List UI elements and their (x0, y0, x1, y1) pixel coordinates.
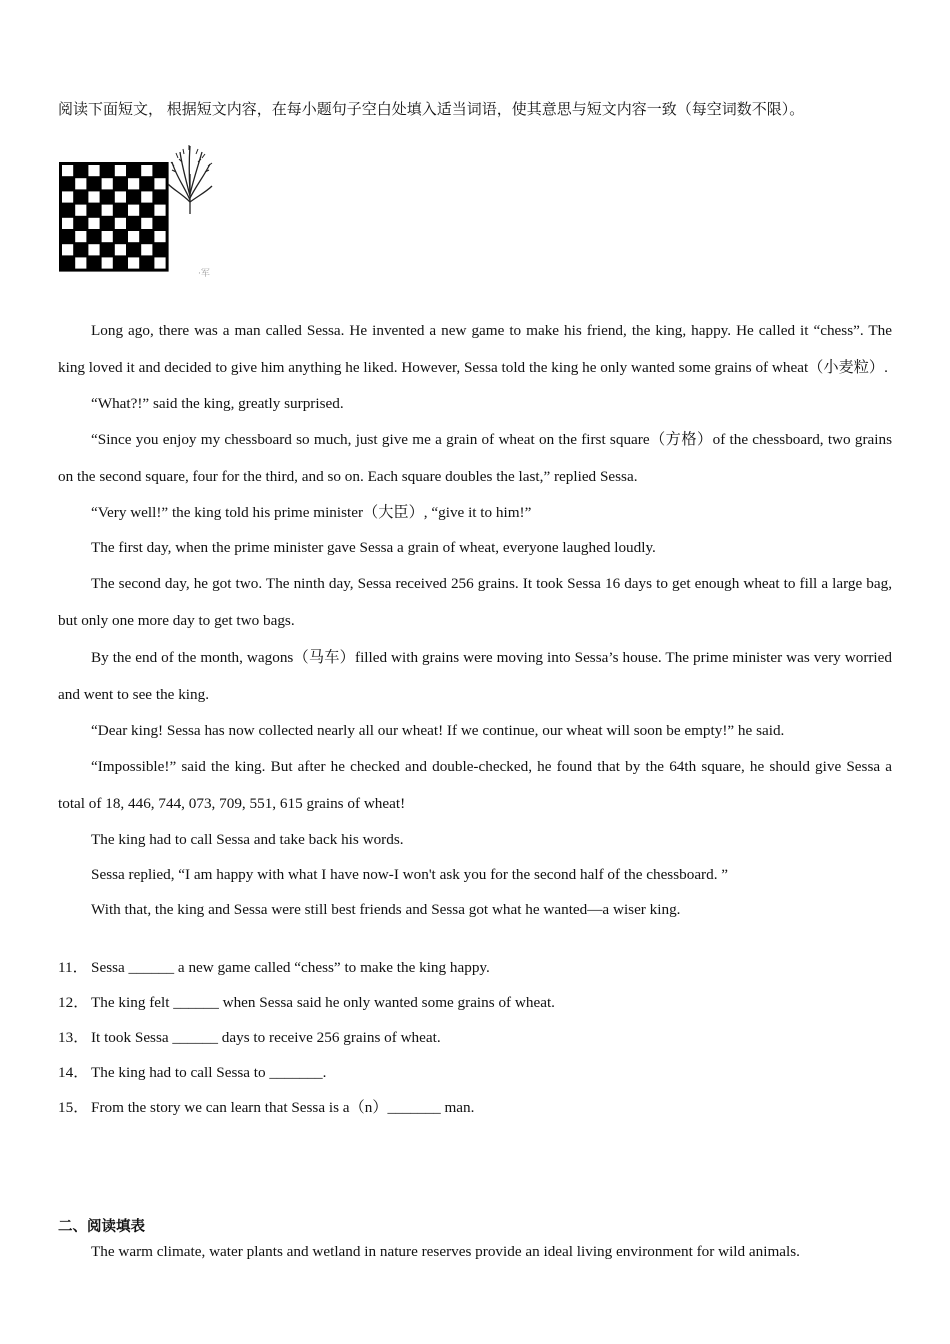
chessboard-square (75, 205, 86, 216)
chessboard-square (141, 165, 152, 176)
wheat-icon (168, 145, 212, 214)
question-item (58, 1055, 892, 1090)
question-text: From the story we can learn that Sessa is a（n）_______ man. (91, 1099, 475, 1116)
figure-svg (58, 140, 218, 282)
chessboard-square (154, 205, 165, 216)
chessboard-square (128, 257, 139, 268)
reading-passage (58, 312, 892, 927)
chessboard-square (102, 231, 113, 242)
chessboard-square (88, 244, 99, 255)
chessboard-square (88, 191, 99, 202)
chessboard-square (115, 165, 126, 176)
passage-paragraph: Long ago, there was a man called Sessa. He invented a new game to make his friend, the king, happy. He called it “chess”. The king loved it and decided to give him anything he liked. However, Sessa told the king he only wanted some grains of wheat（小麦粒）. (58, 322, 892, 376)
chessboard-square (115, 191, 126, 202)
question-item (58, 950, 892, 985)
passage-paragraph: “Dear king! Sessa has now collected nearly all our wheat! If we continue, our wheat will soon be empty!” he said. (91, 722, 785, 739)
chessboard-square (102, 178, 113, 189)
question-text: The king felt ______ when Sessa said he only wanted some grains of wheat. (91, 994, 555, 1011)
chessboard-square (115, 218, 126, 229)
chessboard-square (141, 191, 152, 202)
chessboard-square (128, 231, 139, 242)
question-text: It took Sessa ______ days to receive 256 grains of wheat. (91, 1029, 441, 1046)
passage-paragraph: “What?!” said the king, greatly surprised. (91, 395, 344, 412)
chessboard-square (75, 231, 86, 242)
chessboard-square (115, 244, 126, 255)
question-item (58, 1090, 892, 1125)
chessboard-square (102, 205, 113, 216)
section-intro-text: The warm climate, water plants and wetland in nature reserves provide an ideal living environment for wild animals. (91, 1243, 800, 1260)
chessboard-icon (59, 162, 169, 272)
passage-paragraph: “Very well!” the king told his prime minister（大臣）, “give it to him!” (91, 504, 532, 521)
question-text: Sessa ______ a new game called “chess” to make the king happy. (91, 959, 490, 976)
passage-paragraph: Sessa replied, “I am happy with what I have now-I won't ask you for the second half of the chessboard. ” (91, 866, 729, 883)
passage-paragraph: The king had to call Sessa and take back his words. (91, 831, 404, 848)
chessboard-square (88, 218, 99, 229)
chessboard-square (62, 244, 73, 255)
chessboard-square (154, 231, 165, 242)
chessboard-square (141, 218, 152, 229)
passage-paragraph: “Since you enjoy my chessboard so much, just give me a grain of wheat on the first square（方格）of the chessboard, two grains on the second square, four for the third, and so on. Each square doubles the last,” replied Sessa. (58, 431, 892, 485)
question-number: 11． (58, 959, 88, 976)
chessboard-square (128, 178, 139, 189)
chessboard-square (154, 178, 165, 189)
passage-paragraph: “Impossible!” said the king. But after he checked and double-checked, he found that by the 64th square, he should give Sessa a total of 18, 446, 744, 073, 709, 551, 615 grains of wheat! (58, 758, 892, 812)
question-list (58, 950, 892, 1125)
chessboard-square (62, 191, 73, 202)
question-item (58, 1020, 892, 1055)
passage-paragraph: The first day, when the prime minister gave Sessa a grain of wheat, everyone laughed loudly. (91, 539, 656, 556)
chessboard-square (62, 165, 73, 176)
question-item (58, 985, 892, 1020)
chessboard-square (88, 165, 99, 176)
passage-paragraph: With that, the king and Sessa were still best friends and Sessa got what he wanted—a wiser king. (91, 901, 681, 918)
chessboard-square (62, 218, 73, 229)
passage-paragraph: By the end of the month, wagons（马车）filled with grains were moving into Sessa’s house. The prime minister was very worried and went to see the king. (58, 649, 892, 703)
figure-caption: ·军 (198, 269, 210, 279)
passage-paragraph: The second day, he got two. The ninth day, Sessa received 256 grains. It took Sessa 16 days to get enough wheat to fill a large bag, but only one more day to get two bags. (58, 575, 892, 629)
chessboard-square (154, 257, 165, 268)
chessboard-square (128, 205, 139, 216)
chessboard-square (75, 178, 86, 189)
chessboard-square (102, 257, 113, 268)
question-number: 14． (58, 1064, 89, 1081)
chessboard-square (75, 257, 86, 268)
question-number: 12． (58, 994, 89, 1011)
instruction-text: 阅读下面短文， 根据短文内容，在每小题句子空白处填入适当词语，使其意思与短文内容一致（每空词数不限）。 (58, 102, 805, 118)
chess-wheat-figure (58, 140, 218, 282)
section-title: 二、阅读填表 (58, 1219, 145, 1235)
question-number: 15． (58, 1099, 89, 1116)
question-text: The king had to call Sessa to _______. (91, 1064, 327, 1081)
question-number: 13． (58, 1029, 89, 1046)
chessboard-square (141, 244, 152, 255)
